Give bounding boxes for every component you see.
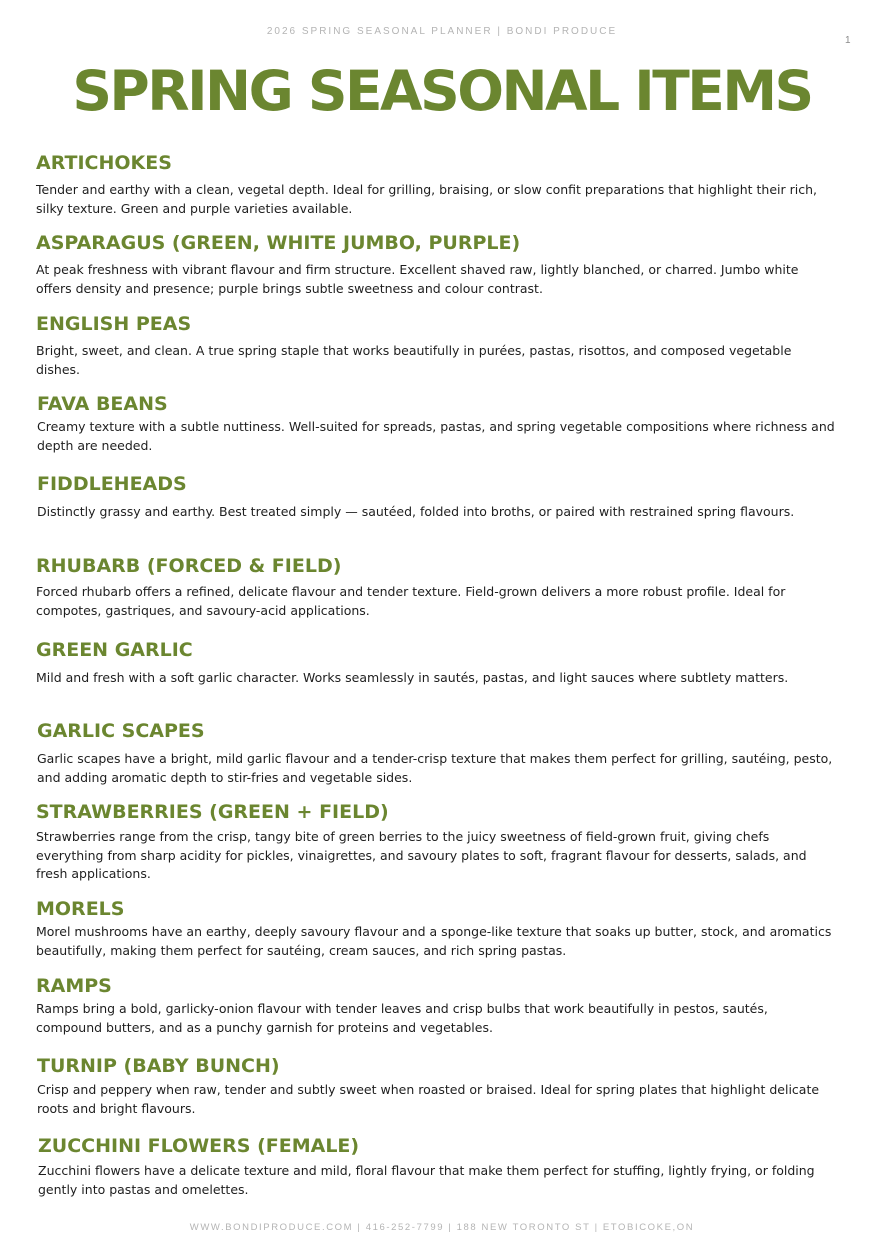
item-title: ENGLISH PEAS <box>36 313 192 335</box>
running-header: 2026 SPRING SEASONAL PLANNER | BONDI PRODUCE <box>266 26 618 37</box>
item-fava-beans <box>37 392 837 455</box>
item-title: FAVA BEANS <box>37 393 168 415</box>
item-description: Garlic scapes have a bright, mild garlic flavour and a tender-crisp texture that makes them perfect for grilling, sautéing, pesto, and adding aromatic depth to stir-fries and vegetable sides. <box>37 751 833 785</box>
footer-contact: WWW.BONDIPRODUCE.COM | 416-252-7799 | 188 NEW TORONTO ST | ETOBICOKE,ON <box>189 1222 695 1233</box>
item-morels <box>36 897 836 960</box>
item-title: ASPARAGUS (GREEN, WHITE JUMBO, PURPLE) <box>36 232 521 254</box>
item-title: MORELS <box>36 898 125 920</box>
item-title: FIDDLEHEADS <box>37 473 187 495</box>
item-green-garlic <box>36 638 836 688</box>
item-zucchini-flowers <box>38 1134 838 1199</box>
item-artichokes <box>36 151 836 218</box>
page-number: 1 <box>845 35 851 46</box>
item-fiddleheads <box>37 472 837 522</box>
item-description: Bright, sweet, and clean. A true spring staple that works beautifully in purées, pastas, risottos, and composed vegetable dishes. <box>36 343 792 377</box>
item-garlic-scapes <box>37 719 837 787</box>
item-title: RHUBARB (FORCED & FIELD) <box>36 555 342 577</box>
item-rhubarb <box>36 554 836 620</box>
item-description: At peak freshness with vibrant flavour and firm structure. Excellent shaved raw, lightly blanched, or charred. Jumbo white offers density and presence; purple brings subtle sweetness and colour contrast. <box>36 262 799 296</box>
item-description: Creamy texture with a subtle nuttiness. Well-suited for spreads, pastas, and spring vegetable compositions where richness and depth are needed. <box>37 419 835 453</box>
item-description: Zucchini flowers have a delicate texture and mild, floral flavour that make them perfect for stuffing, lightly frying, or folding gently into pastas and omelettes. <box>38 1163 815 1197</box>
item-description: Distinctly grassy and earthy. Best treated simply — sautéed, folded into broths, or paired with restrained spring flavours. <box>37 504 795 519</box>
item-description: Mild and fresh with a soft garlic character. Works seamlessly in sautés, pastas, and light sauces where subtlety matters. <box>36 670 789 685</box>
item-description: Forced rhubarb offers a refined, delicate flavour and tender texture. Field-grown delivers a more robust profile. Ideal for compotes, gastriques, and savoury-acid applications. <box>36 584 786 618</box>
item-description: Strawberries range from the crisp, tangy bite of green berries to the juicy sweetness of field-grown fruit, giving chefs everything from sharp acidity for pickles, vinaigrettes, and savoury plates to soft, fragrant flavour for desserts, salads, and fresh applications. <box>36 829 807 881</box>
item-description: Crisp and peppery when raw, tender and subtly sweet when roasted or braised. Ideal for spring plates that highlight delicate roots and bright flavours. <box>37 1082 820 1116</box>
item-title: ZUCCHINI FLOWERS (FEMALE) <box>38 1135 360 1157</box>
item-description: Morel mushrooms have an earthy, deeply savoury flavour and a sponge-like texture that soaks up butter, stock, and aromatics beautifully, making them perfect for sautéing, cream sauces, and rich spring pastas. <box>36 924 832 958</box>
page-title: SPRING SEASONAL ITEMS <box>72 59 812 123</box>
item-title: TURNIP (BABY BUNCH) <box>37 1055 280 1077</box>
item-description: Ramps bring a bold, garlicky-onion flavour with tender leaves and crisp bulbs that work beautifully in pestos, sautés, compound butters, and as a punchy garnish for proteins and vegetables. <box>36 1001 768 1035</box>
item-ramps <box>36 974 836 1037</box>
item-english-peas <box>36 312 836 379</box>
item-asparagus <box>36 231 836 298</box>
item-description: Tender and earthy with a clean, vegetal depth. Ideal for grilling, braising, or slow confit preparations that highlight their rich, silky texture. Green and purple varieties available. <box>36 182 817 216</box>
item-strawberries <box>36 800 836 884</box>
item-title: ARTICHOKES <box>36 152 172 174</box>
item-turnip <box>37 1054 837 1118</box>
item-title: STRAWBERRIES (GREEN + FIELD) <box>36 801 389 823</box>
item-title: RAMPS <box>36 975 112 997</box>
item-title: GARLIC SCAPES <box>37 720 205 742</box>
item-title: GREEN GARLIC <box>36 639 193 661</box>
